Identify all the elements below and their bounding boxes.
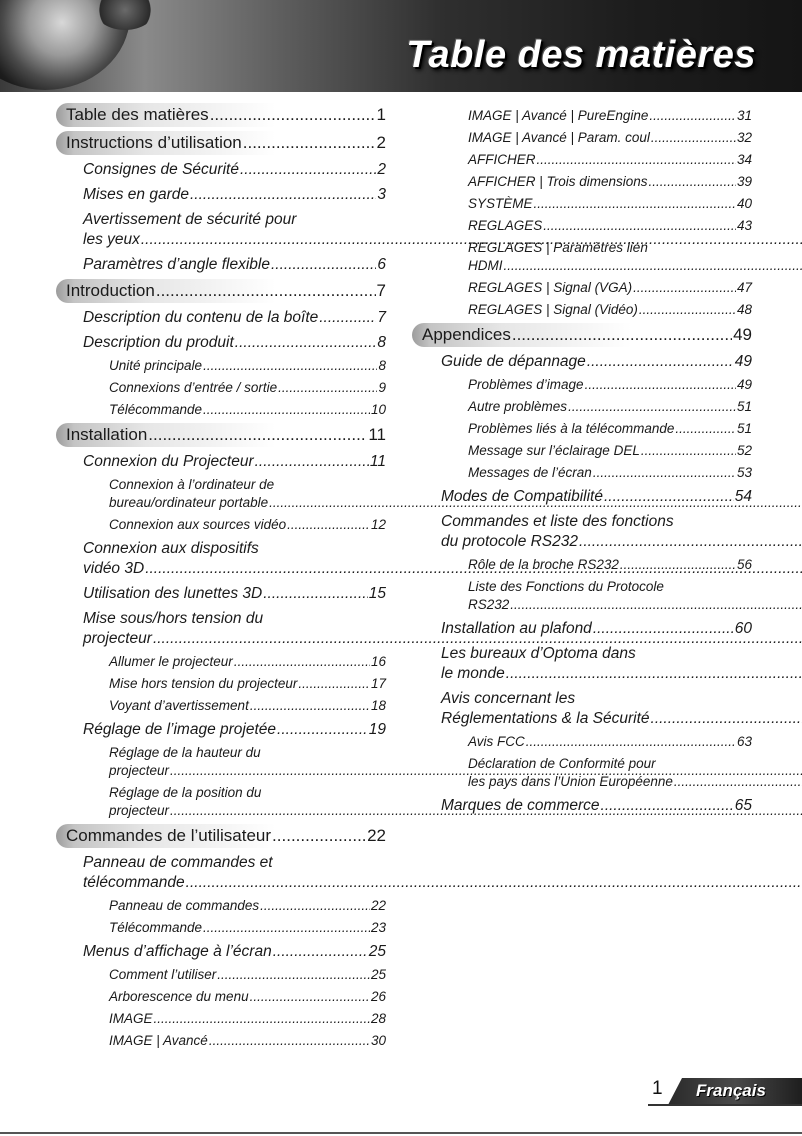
toc-entry-title: Consignes de Sécurité [83, 161, 239, 178]
toc-entry-title-continued: du protocole RS232 [441, 533, 579, 550]
dot-leader [593, 464, 736, 482]
toc-entry-title: Allumer le projecteur [109, 654, 233, 669]
toc-entry-title-continued: Réglementations & la Sécurité [441, 710, 650, 727]
dot-leader [156, 279, 376, 303]
toc-entry[interactable] [56, 401, 386, 419]
toc-entry[interactable] [56, 103, 386, 127]
toc-page-number: 49 [734, 353, 752, 370]
dot-leader [504, 257, 802, 275]
toc-entry-title: Commandes de l’utilisateur [66, 826, 272, 845]
toc-page-number: 1 [376, 105, 386, 124]
toc-page-number: 56 [736, 557, 752, 572]
toc-entry[interactable] [56, 1032, 386, 1050]
toc-page-number: 22 [367, 826, 386, 845]
toc-page-number: 7 [376, 281, 386, 300]
dot-leader [298, 675, 370, 693]
dot-leader [210, 103, 376, 127]
toc-entry-title-continued: RS232 [468, 597, 510, 612]
toc-entry[interactable] [412, 420, 752, 438]
toc-entry-title: REGLAGES | Signal (Vidéo) [468, 302, 638, 317]
toc-page-number: 48 [736, 302, 752, 317]
toc-entry-title: Mise sous/hors tension du [83, 610, 264, 627]
dot-leader [154, 1010, 370, 1028]
toc-entry[interactable] [56, 720, 386, 740]
toc-entry-title: Description du contenu de la boîte [83, 309, 319, 326]
toc-entry[interactable] [412, 689, 752, 729]
toc-entry-title: Autre problèmes [468, 399, 568, 414]
toc-entry-title: Menus d’affichage à l’écran [83, 943, 272, 960]
toc-entry-title: Avis FCC [468, 734, 525, 749]
toc-entry[interactable] [56, 942, 386, 962]
dot-leader [203, 919, 370, 937]
toc-entry[interactable] [412, 644, 752, 684]
dot-leader [651, 709, 802, 729]
toc-entry-title: IMAGE | Avancé | Param. coul [468, 130, 650, 145]
toc-entry[interactable] [56, 675, 386, 693]
toc-entry[interactable] [412, 796, 752, 816]
toc-entry-title: Instructions d’utilisation [66, 133, 242, 152]
toc-entry[interactable] [412, 352, 752, 372]
toc-entry[interactable] [412, 173, 752, 191]
page-header-banner [0, 0, 802, 92]
toc-entry[interactable] [412, 442, 752, 460]
toc-page-number: 2 [376, 133, 386, 152]
dot-leader [209, 1032, 370, 1050]
toc-page-number: 43 [736, 218, 752, 233]
toc-entry-title: Messages de l’écran [468, 465, 592, 480]
toc-entry-title: IMAGE | Avancé [109, 1033, 208, 1048]
toc-entry-title: Connexions d’entrée / sortie [109, 380, 278, 395]
dot-leader [260, 897, 370, 915]
dot-leader [633, 279, 736, 297]
toc-entry[interactable] [412, 733, 752, 751]
toc-entry[interactable] [56, 824, 386, 848]
toc-entry[interactable] [412, 556, 752, 574]
toc-entry[interactable] [56, 308, 386, 328]
toc-entry[interactable] [56, 452, 386, 472]
toc-entry-title: Appendices [422, 325, 511, 344]
toc-entry-title: Déclaration de Conformité pour [468, 756, 656, 771]
dot-leader [287, 516, 370, 534]
toc-page-number: 65 [734, 797, 752, 814]
toc-entry-title: Utilisation des lunettes 3D [83, 585, 263, 602]
toc-entry-title: Réglage de l’image projetée [83, 721, 277, 738]
dot-leader [272, 824, 366, 848]
toc-page-number: 51 [736, 399, 752, 414]
toc-entry-title: Message sur l’éclairage DEL [468, 443, 640, 458]
toc-entry[interactable] [56, 653, 386, 671]
toc-entry-title: Avertissement de sécurité pour [83, 211, 297, 228]
toc-entry-title: Paramètres d’angle flexible [83, 256, 270, 273]
toc-entry-title-continued: vidéo 3D [83, 560, 145, 577]
dot-leader [534, 195, 736, 213]
toc-entry[interactable] [412, 195, 752, 213]
toc-page-number: 60 [734, 620, 752, 637]
toc-entry-title-continued: HDMI [468, 258, 503, 273]
toc-entry[interactable] [56, 897, 386, 915]
toc-page-number: 8 [378, 358, 386, 373]
dot-leader [186, 873, 802, 893]
dot-leader [273, 942, 368, 962]
dot-leader [604, 487, 734, 507]
toc-entry-title: Arborescence du menu [109, 989, 249, 1004]
dot-leader [510, 596, 802, 614]
toc-entry[interactable] [412, 512, 752, 552]
dot-leader [512, 323, 732, 347]
toc-entry-title: REGLAGES | Paramètres lien [468, 240, 648, 255]
toc-entry-title: Marques de commerce [441, 797, 600, 814]
toc-entry-title: Rôle de la broche RS232 [468, 557, 619, 572]
dot-leader [255, 452, 369, 472]
toc-page-number: 52 [736, 443, 752, 458]
toc-entry-title: IMAGE [109, 1011, 153, 1026]
toc-entry-title: Télécommande [109, 920, 203, 935]
toc-entry-title: Connexion à l’ordinateur de [109, 477, 275, 492]
dot-leader [271, 255, 376, 275]
toc-entry-title-continued: projecteur [109, 763, 170, 778]
toc-entry-title: Table des matières [66, 105, 209, 124]
toc-entry-title-continued: les pays dans l’Union Européenne [468, 774, 673, 789]
dot-leader [543, 217, 736, 235]
toc-entry-title: Unité principale [109, 358, 203, 373]
toc-entry[interactable] [56, 516, 386, 534]
toc-entry[interactable] [412, 151, 752, 169]
toc-entry[interactable] [56, 584, 386, 604]
toc-page-number: 11 [369, 453, 386, 470]
dot-leader [190, 185, 376, 205]
toc-entry-title: IMAGE | Avancé | PureEngine [468, 108, 649, 123]
toc-page-number: 39 [736, 174, 752, 189]
toc-entry[interactable] [56, 784, 386, 820]
toc-entry-title: Avis concernant les [441, 690, 576, 707]
toc-entry-title: Guide de dépannage [441, 353, 586, 370]
dot-leader [277, 720, 368, 740]
toc-page-number: 40 [736, 196, 752, 211]
toc-entry[interactable] [412, 376, 752, 394]
dot-leader [649, 173, 736, 191]
page-title: Table des matières [406, 34, 756, 76]
toc-page-number: 7 [377, 309, 386, 326]
toc-entry-title: Connexion aux dispositifs [83, 540, 259, 557]
toc-entry[interactable] [56, 210, 386, 250]
toc-page-number: 49 [733, 325, 752, 344]
toc-page-number: 47 [736, 280, 752, 295]
toc-entry[interactable] [56, 539, 386, 579]
toc-entry-title: Description du produit [83, 334, 234, 351]
toc-entry[interactable] [56, 744, 386, 780]
toc-entry[interactable] [56, 609, 386, 649]
toc-entry-title: Réglage de la hauteur du [109, 745, 261, 760]
toc-entry-title: Mise hors tension du projecteur [109, 676, 298, 691]
toc-entry[interactable] [56, 160, 386, 180]
toc-entry[interactable] [412, 279, 752, 297]
toc-entry[interactable] [412, 129, 752, 147]
toc-page-number: 10 [370, 402, 386, 417]
dot-leader [250, 988, 370, 1006]
toc-entry-title: REGLAGES [468, 218, 543, 233]
toc-entry-title-continued: télécommande [83, 874, 185, 891]
bottom-rule [0, 1132, 802, 1134]
dot-leader [585, 376, 736, 394]
toc-page-number: 8 [377, 334, 386, 351]
toc-entry-title: Connexion aux sources vidéo [109, 517, 287, 532]
toc-entry[interactable] [56, 423, 386, 447]
toc-page-number: 3 [377, 186, 386, 203]
dot-leader [537, 151, 736, 169]
toc-entry-title: Introduction [66, 281, 155, 300]
footer-language: Français [696, 1081, 766, 1100]
footer-page-number: 1 [652, 1078, 663, 1099]
toc-entry[interactable] [56, 357, 386, 375]
toc-entry[interactable] [412, 578, 752, 614]
footer-underline [648, 1104, 802, 1106]
toc-entry-title: Problèmes d’image [468, 377, 584, 392]
toc-page-number: 25 [368, 943, 386, 960]
toc-page-number: 12 [370, 517, 386, 532]
toc-page-number: 17 [370, 676, 386, 691]
toc-entry-title: Liste des Fonctions du Protocole [468, 579, 664, 594]
dot-leader [203, 401, 370, 419]
dot-leader [263, 584, 368, 604]
toc-entry[interactable] [56, 1010, 386, 1028]
toc-page-number: 19 [368, 721, 386, 738]
toc-entry-title: Les bureaux d’Optoma dans [441, 645, 636, 662]
toc-page-number: 9 [378, 380, 386, 395]
toc-entry-title-continued: les yeux [83, 231, 140, 248]
dot-leader [526, 733, 736, 751]
toc-entry-title: Comment l’utiliser [109, 967, 217, 982]
toc-entry-title: Mises en garde [83, 186, 189, 203]
toc-entry-title: Commandes et liste des fonctions [441, 513, 674, 530]
toc-entry-title: REGLAGES | Signal (VGA) [468, 280, 633, 295]
toc-entry-title: Installation au plafond [441, 620, 592, 637]
toc-entry-title: Panneau de commandes [109, 898, 260, 913]
toc-page-number: 25 [370, 967, 386, 982]
toc-entry-title: Installation [66, 425, 148, 444]
dot-leader [217, 966, 370, 984]
toc-entry[interactable] [412, 398, 752, 416]
toc-page-number: 32 [736, 130, 752, 145]
toc-page-number: 2 [377, 161, 386, 178]
dot-leader [250, 697, 370, 715]
dot-leader [568, 398, 736, 416]
dot-leader [506, 664, 802, 684]
toc-page-number: 63 [736, 734, 752, 749]
toc-entry-title: Connexion du Projecteur [83, 453, 254, 470]
dot-leader [675, 420, 736, 438]
toc-entry[interactable] [412, 487, 752, 507]
toc-entry[interactable] [56, 255, 386, 275]
toc-entry-title: Problèmes liés à la télécommande [468, 421, 675, 436]
toc-page-number: 49 [736, 377, 752, 392]
toc-entry[interactable] [56, 476, 386, 512]
dot-leader [587, 352, 734, 372]
toc-page-number: 11 [368, 425, 386, 444]
toc-entry[interactable] [56, 988, 386, 1006]
toc-entry-title-continued: bureau/ordinateur portable [109, 495, 269, 510]
toc-entry[interactable] [412, 755, 752, 791]
toc-column-left [56, 103, 386, 1050]
toc-page-number: 23 [370, 920, 386, 935]
toc-entry-title-continued: le monde [441, 665, 505, 682]
toc-entry[interactable] [56, 279, 386, 303]
dot-leader [148, 423, 367, 447]
toc-entry[interactable] [412, 107, 752, 125]
toc-entry[interactable] [56, 333, 386, 353]
toc-entry[interactable] [412, 301, 752, 319]
dot-leader [235, 333, 377, 353]
toc-entry-title: SYSTÈME [468, 196, 533, 211]
toc-page-number: 22 [370, 898, 386, 913]
toc-page-number: 53 [736, 465, 752, 480]
toc-entry[interactable] [412, 239, 752, 275]
toc-entry[interactable] [412, 464, 752, 482]
toc-entry-title-continued: projecteur [83, 630, 152, 647]
toc-entry-title: AFFICHER | Trois dimensions [468, 174, 648, 189]
dot-leader [641, 442, 736, 460]
toc-entry[interactable] [56, 966, 386, 984]
toc-page-number: 51 [736, 421, 752, 436]
toc-page-number: 28 [370, 1011, 386, 1026]
dot-leader [620, 556, 736, 574]
dot-leader [649, 107, 736, 125]
dot-leader [651, 129, 736, 147]
toc-page-number: 34 [736, 152, 752, 167]
dot-leader [639, 301, 736, 319]
toc-entry-title: Réglage de la position du [109, 785, 262, 800]
toc-page-number: 6 [377, 256, 386, 273]
toc-page-number: 26 [370, 989, 386, 1004]
toc-page-number: 15 [368, 585, 386, 602]
toc-page-number: 16 [370, 654, 386, 669]
dot-leader [674, 773, 802, 791]
toc-entry[interactable] [56, 919, 386, 937]
toc-entry-title: Panneau de commandes et [83, 854, 273, 871]
dot-leader [319, 308, 376, 328]
dot-leader [278, 379, 377, 397]
toc-page-number: 54 [734, 488, 752, 505]
dot-leader [243, 131, 376, 155]
toc-entry-title: AFFICHER [468, 152, 536, 167]
dot-leader [601, 796, 734, 816]
dot-leader [579, 532, 802, 552]
toc-page-number: 18 [370, 698, 386, 713]
toc-column-right [412, 103, 752, 816]
toc-entry-title-continued: projecteur [109, 803, 170, 818]
dot-leader [240, 160, 376, 180]
toc-entry[interactable] [412, 323, 752, 347]
toc-page-number: 31 [736, 108, 752, 123]
toc-entry[interactable] [56, 185, 386, 205]
toc-entry[interactable] [56, 131, 386, 155]
dot-leader [203, 357, 377, 375]
toc-entry-title: Voyant d’avertissement [109, 698, 249, 713]
toc-entry-title: Modes de Compatibilité [441, 488, 603, 505]
toc-entry-title: Télécommande [109, 402, 203, 417]
toc-entry[interactable] [412, 619, 752, 639]
dot-leader [234, 653, 370, 671]
toc-entry[interactable] [56, 853, 386, 893]
toc-entry[interactable] [56, 379, 386, 397]
toc-entry[interactable] [56, 697, 386, 715]
toc-entry[interactable] [412, 217, 752, 235]
toc-page-number: 30 [370, 1033, 386, 1048]
dot-leader [593, 619, 734, 639]
